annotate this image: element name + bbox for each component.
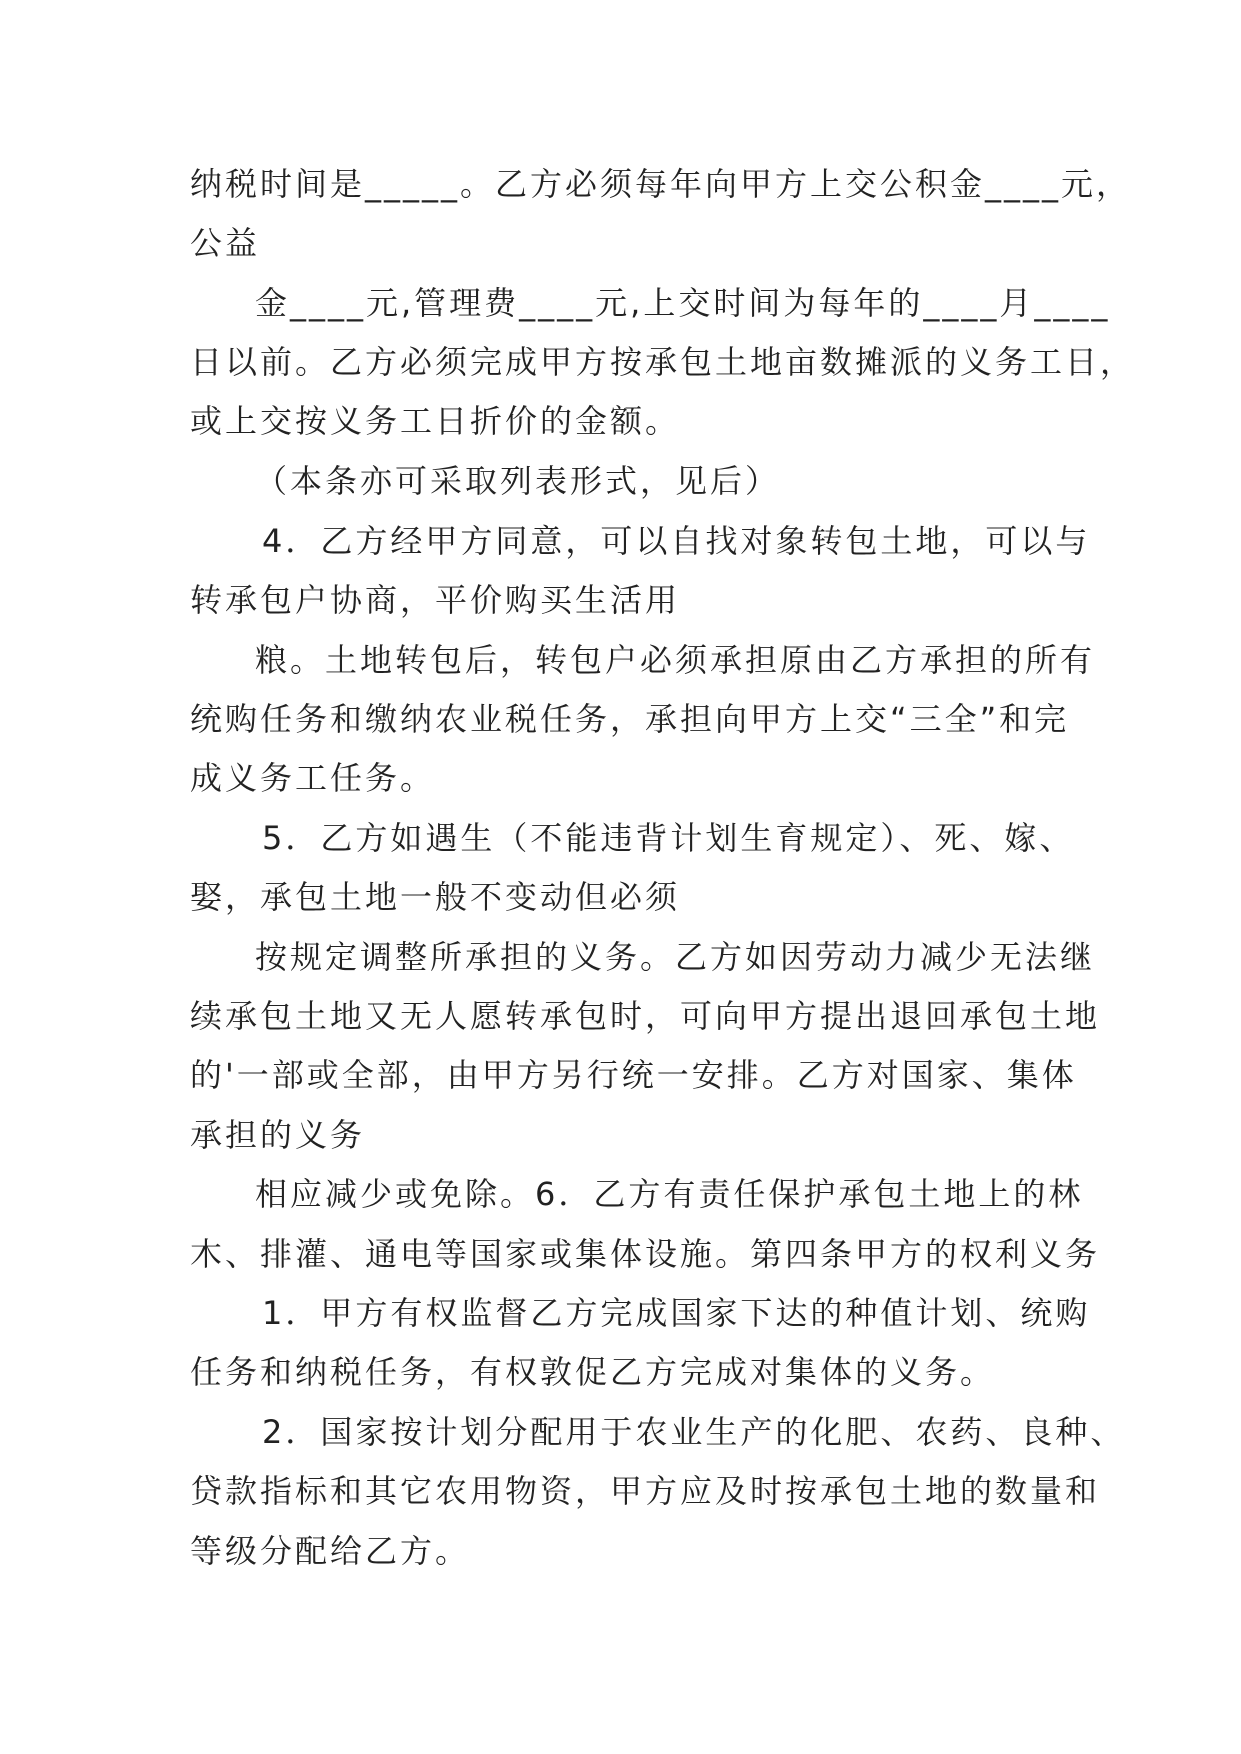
text-line: 2．国家按计划分配用于农业生产的化肥、农药、良种、 [262, 1413, 1126, 1451]
text-line: 相应减少或免除。6．乙方有责任保护承包土地上的林 [255, 1175, 1084, 1213]
text-line: 按规定调整所承担的义务。乙方如因劳动力减少无法继 [255, 938, 1096, 976]
text-line: 娶，承包土地一般不变动但必须 [190, 878, 681, 916]
text-line: 公益 [190, 224, 261, 262]
text-line: 粮。土地转包后，转包户必须承担原由乙方承担的所有 [255, 641, 1096, 679]
text-line: 统购任务和缴纳农业税任务，承担向甲方上交“三全”和完 [190, 700, 1070, 738]
text-line: 任务和纳税任务，有权敦促乙方完成对集体的义务。 [190, 1353, 996, 1391]
text-line: 1．甲方有权监督乙方完成国家下达的种值计划、统购 [262, 1294, 1091, 1332]
text-line: 成义务工任务。 [190, 759, 436, 797]
text-line: 4．乙方经甲方同意，可以自找对象转包土地，可以与 [262, 522, 1091, 560]
text-line: 金____元,管理费____元,上交时间为每年的____月____ [255, 284, 1111, 322]
text-line: 纳税时间是_____。乙方必须每年向甲方上交公积金____元， [190, 165, 1132, 203]
text-line: 承担的义务 [190, 1116, 366, 1154]
text-line: 5．乙方如遇生（不能违背计划生育规定）、死、嫁、 [262, 819, 1075, 857]
text-line: 转承包户协商，平价购买生活用 [190, 581, 681, 619]
text-line: 等级分配给乙方。 [190, 1532, 471, 1570]
text-line: 或上交按义务工日折价的金额。 [190, 402, 681, 440]
text-line: 的'一部或全部，由甲方另行统一安排。乙方对国家、集体 [190, 1056, 1077, 1094]
text-line: （本条亦可采取列表形式，见后） [255, 462, 781, 500]
text-line: 日以前。乙方必须完成甲方按承包土地亩数摊派的义务工日， [190, 343, 1136, 381]
text-line: 续承包土地又无人愿转承包时，可向甲方提出退回承包土地 [190, 997, 1101, 1035]
text-line: 木、排灌、通电等国家或集体设施。第四条甲方的权利义务 [190, 1235, 1101, 1273]
text-line: 贷款指标和其它农用物资，甲方应及时按承包土地的数量和 [190, 1472, 1101, 1510]
